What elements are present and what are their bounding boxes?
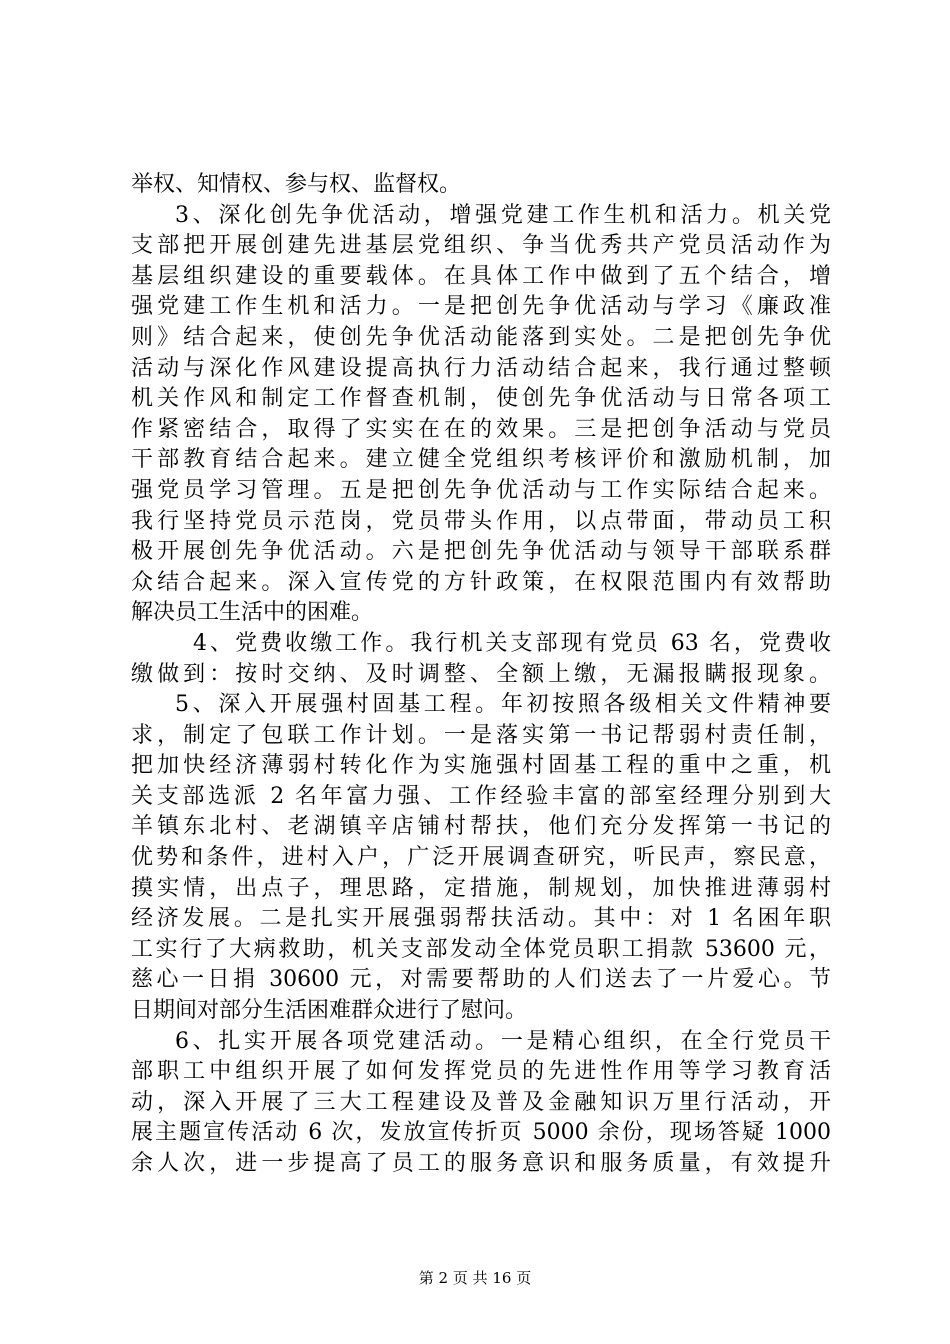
- text-line: 关支部选派 2 名年富力强、工作经验丰富的部室经理分别到大: [131, 783, 831, 809]
- text-line: 则》结合起来，使创先争优活动能落到实处。二是把创先争优: [131, 324, 831, 350]
- text-line: 强党员学习管理。五是把创先争优活动与工作实际结合起来。: [131, 477, 831, 503]
- text-line: 解决员工生活中的困难。: [131, 600, 374, 626]
- text-line: 机关作风和制定工作督查机制，使创先争优活动与日常各项工: [131, 386, 831, 412]
- text-line: 优势和条件，进村入户，广泛开展调查研究，听民声，察民意，: [131, 845, 831, 871]
- body-text: [131, 170, 831, 1180]
- text-line: 把加快经济薄弱村转化作为实施强村固基工程的重中之重，机: [131, 753, 831, 779]
- text-line: 支部把开展创建先进基层党组织、争当优秀共产党员活动作为: [131, 233, 831, 259]
- text-line: 经济发展。二是扎实开展强弱帮扶活动。其中：对 1 名困年职: [131, 906, 831, 932]
- text-line: 求，制定了包联工作计划。一是落实第一书记帮弱村责任制，: [131, 722, 831, 748]
- text-line: 部职工中组织开展了如何发挥党员的先进性作用等学习教育活: [131, 1059, 831, 1085]
- text-line: 我行坚持党员示范岗，党员带头作用，以点带面，带动员工积: [131, 508, 831, 534]
- text-line: 6、扎实开展各项党建活动。一是精心组织，在全行党员干: [175, 1028, 831, 1054]
- text-line: 众结合起来。深入宣传党的方针政策，在权限范围内有效帮助: [131, 569, 831, 595]
- text-line: 5、深入开展强村固基工程。年初按照各级相关文件精神要: [175, 692, 831, 718]
- text-line: 4、党费收缴工作。我行机关支部现有党员 63 名，党费收: [193, 630, 831, 656]
- text-line: 日期间对部分生活困难群众进行了慰问。: [131, 998, 528, 1024]
- text-line: 极开展创先争优活动。六是把创先争优活动与领导干部联系群: [131, 539, 831, 565]
- text-line: 基层组织建设的重要载体。在具体工作中做到了五个结合，增: [131, 263, 831, 289]
- text-line: 展主题宣传活动 6 次，发放宣传折页 5000 余份，现场答疑 1000: [131, 1120, 831, 1146]
- text-line: 慈心一日捐 30600 元，对需要帮助的人们送去了一片爱心。节: [131, 967, 831, 993]
- text-line: 举权、知情权、参与权、监督权。: [131, 172, 462, 197]
- text-line: 干部教育结合起来。建立健全党组织考核评价和激励机制，加: [131, 447, 831, 473]
- page-footer: 第 2 页 共 16 页: [418, 1269, 532, 1287]
- text-line: 摸实情，出点子，理思路，定措施，制规划，加快推进薄弱村: [131, 875, 831, 901]
- text-line: 作紧密结合，取得了实实在在的效果。三是把创争活动与党员: [131, 416, 831, 442]
- text-line: 动，深入开展了三大工程建设及普及金融知识万里行活动，开: [131, 1089, 831, 1115]
- text-line: 缴做到：按时交纳、及时调整、全额上缴，无漏报瞒报现象。: [131, 661, 831, 687]
- text-line: 工实行了大病救助，机关支部发动全体党员职工捐款 53600 元，: [131, 936, 831, 962]
- text-line: 强党建工作生机和活力。一是把创先争优活动与学习《廉政准: [131, 294, 831, 320]
- text-line: 活动与深化作风建设提高执行力活动结合起来，我行通过整顿: [131, 355, 831, 381]
- text-line: 3、深化创先争优活动，增强党建工作生机和活力。机关党: [175, 202, 831, 228]
- text-line: 羊镇东北村、老湖镇辛店铺村帮扶，他们充分发挥第一书记的: [131, 814, 831, 840]
- text-line: 余人次，进一步提高了员工的服务意识和服务质量，有效提升: [131, 1151, 831, 1176]
